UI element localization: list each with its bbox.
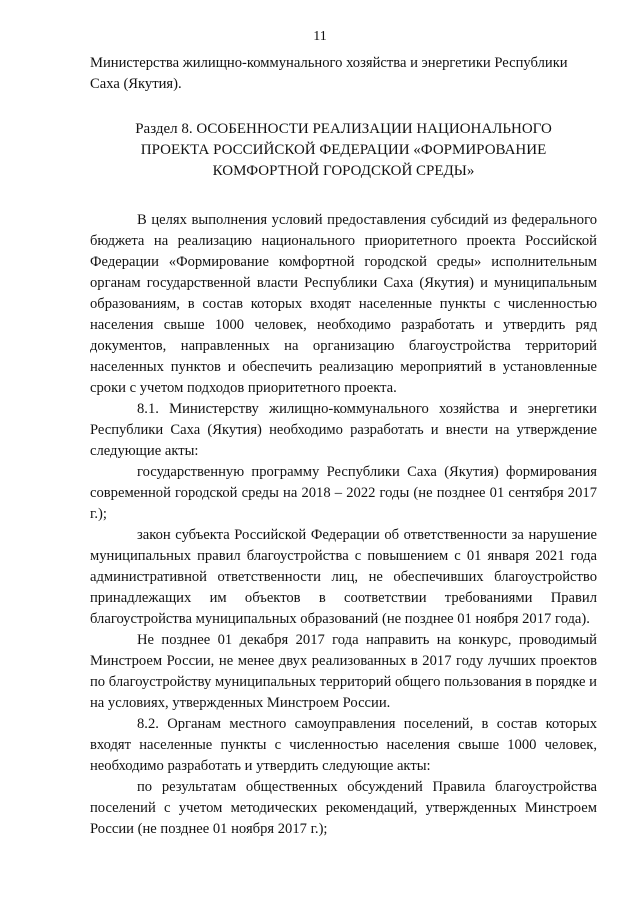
section-title-line: КОМФОРТНОЙ ГОРОДСКОЙ СРЕДЫ»: [212, 163, 475, 179]
section-title: [90, 119, 597, 182]
paragraph: закон субъекта Российской Федерации об ответственности за нарушение муниципальных правил благоустройства с повышением с 01 января 2021 года административной ответственности лиц, не обеспечивших благоустройство принадлежащих им объектов в соответствии требованиями Правил благоустройства муниципальных образований (не позднее 01 ноября 2017 года).: [90, 527, 597, 627]
paragraph: В целях выполнения условий предоставления субсидий из федерального бюджета на реализацию национального приоритетного проекта Российской Федерации «Формирование комфортной городской среды» исполнительным органам государственной власти Республики Саха (Якутия) и муниципальным образованиям, в состав которых входят населенные пункты с численностью населения свыше 1000 человек, необходимо разработать и утвердить ряд документов, направленных на организацию благоустройства территорий населенных пунктов и обеспечить реализацию мероприятий в установленные сроки с учетом подходов приоритетного проекта.: [90, 212, 597, 396]
section-title-line: ПРОЕКТА РОССИЙСКОЙ ФЕДЕРАЦИИ «ФОРМИРОВАНИЕ: [140, 142, 547, 158]
page-number: 11: [313, 29, 327, 44]
paragraph: по результатам общественных обсуждений Правила благоустройства поселений с учетом методических рекомендаций, утвержденных Минстроем России (не позднее 01 ноября 2017 г.);: [90, 779, 597, 837]
document-body: [90, 53, 597, 840]
paragraph: Не позднее 01 декабря 2017 года направить на конкурс, проводимый Минстроем России, не менее двух реализованных в 2017 году лучших проектов по благоустройству муниципальных территорий общего пользования в порядке и на условиях, утвержденных Минстроем России.: [90, 632, 597, 711]
paragraph: 8.2. Органам местного самоуправления поселений, в состав которых входят населенные пункты с численностью населения свыше 1000 человек, необходимо разработать и утвердить следующие акты:: [90, 716, 597, 774]
section-title-line: Раздел 8. ОСОБЕННОСТИ РЕАЛИЗАЦИИ НАЦИОНАЛЬНОГО: [135, 121, 552, 137]
paragraph: государственную программу Республики Саха (Якутия) формирования современной городской среды на 2018 – 2022 годы (не позднее 01 сентября 2017 г.);: [90, 464, 597, 522]
paragraph: 8.1. Министерству жилищно-коммунального хозяйства и энергетики Республики Саха (Якутия) необходимо разработать и внести на утверждение следующие акты:: [90, 401, 597, 459]
intro-paragraph: Министерства жилищно-коммунального хозяйства и энергетики Республики Саха (Якутия).: [90, 55, 568, 92]
